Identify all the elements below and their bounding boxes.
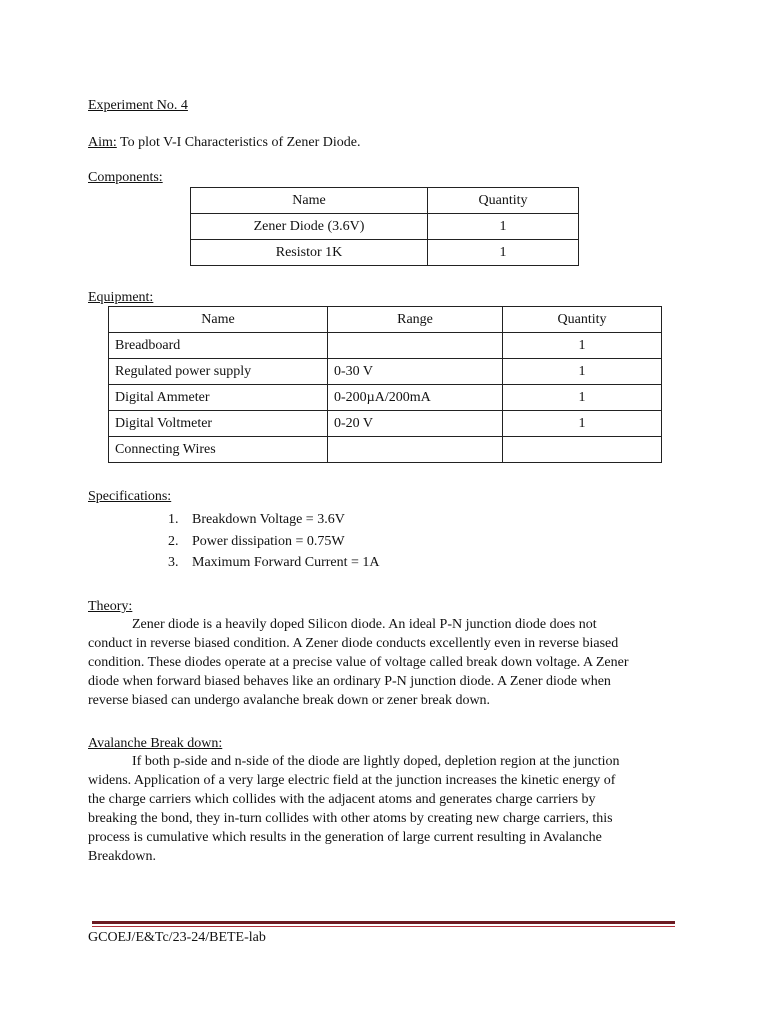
aim-line [88, 133, 361, 152]
column-header: Quantity [428, 188, 579, 214]
footer-rule-thin [92, 926, 675, 927]
spec-item [168, 553, 380, 572]
components-table [190, 187, 579, 266]
paragraph-line: Breakdown. [88, 849, 157, 864]
table-cell: Digital Voltmeter [109, 411, 328, 437]
spec-number: 3. [168, 555, 179, 570]
table-row [191, 214, 579, 240]
table-cell: 1 [428, 240, 579, 266]
table-cell: 1 [503, 411, 662, 437]
table-header-row [191, 188, 579, 214]
paragraph-line: conduct in reverse biased condition. A Zener diode conducts excellently even in reverse biased [88, 636, 619, 651]
table-row [191, 240, 579, 266]
table-cell: Resistor 1K [191, 240, 428, 266]
paragraph-line: the charge carriers which collides with the adjacent atoms and generates charge carriers by [88, 792, 596, 807]
column-header: Range [328, 307, 503, 333]
aim-text: To plot V-I Characteristics of Zener Diode. [120, 135, 361, 150]
paragraph-line: widens. Application of a very large electric field at the junction increases the kinetic energy of [88, 773, 616, 788]
table-row [109, 359, 662, 385]
table-cell: 0-30 V [328, 359, 503, 385]
table-cell: 1 [428, 214, 579, 240]
table-cell [328, 437, 503, 463]
paragraph-line: If both p-side and n-side of the diode are lightly doped, depletion region at the junction [132, 754, 620, 769]
theory-heading: Theory: [88, 599, 133, 614]
spec-text: Maximum Forward Current = 1A [192, 555, 380, 570]
table-cell: Digital Ammeter [109, 385, 328, 411]
footer-rule-thick [92, 921, 675, 924]
spec-text: Breakdown Voltage = 3.6V [192, 512, 345, 527]
paragraph-line: Zener diode is a heavily doped Silicon diode. An ideal P-N junction diode does not [132, 617, 597, 632]
equipment-heading: Equipment: [88, 290, 154, 305]
spec-item [168, 510, 345, 529]
table-row [109, 385, 662, 411]
paragraph-line: process is cumulative which results in the generation of large current resulting in Avalanche [88, 830, 602, 845]
spec-text: Power dissipation = 0.75W [192, 534, 345, 549]
table-cell: 0-200µA/200mA [328, 385, 503, 411]
equipment-table [108, 306, 662, 463]
spec-item [168, 532, 345, 551]
table-cell [503, 437, 662, 463]
table-cell: Zener Diode (3.6V) [191, 214, 428, 240]
avalanche-paragraph [88, 752, 674, 866]
paragraph-line: diode when forward biased behaves like an ordinary P-N junction diode. A Zener diode when [88, 674, 611, 689]
specifications-heading: Specifications: [88, 489, 172, 504]
table-cell: 1 [503, 359, 662, 385]
table-cell: 1 [503, 333, 662, 359]
table-row [109, 333, 662, 359]
paragraph-line: reverse biased can undergo avalanche break down or zener break down. [88, 693, 491, 708]
table-cell: Connecting Wires [109, 437, 328, 463]
aim-label: Aim: [88, 135, 117, 150]
table-cell: 1 [503, 385, 662, 411]
table-cell: Breadboard [109, 333, 328, 359]
spec-number: 1. [168, 512, 179, 527]
column-header: Name [109, 307, 328, 333]
avalanche-heading: Avalanche Break down: [88, 736, 223, 751]
table-cell: Regulated power supply [109, 359, 328, 385]
experiment-title: Experiment No. 4 [88, 98, 188, 113]
paragraph-line: breaking the bond, they in-turn collides with other atoms by creating new charge carriers, this [88, 811, 613, 826]
table-row [109, 437, 662, 463]
table-cell [328, 333, 503, 359]
table-cell: 0-20 V [328, 411, 503, 437]
table-row [109, 411, 662, 437]
table-header-row [109, 307, 662, 333]
components-heading: Components: [88, 170, 163, 185]
column-header: Quantity [503, 307, 662, 333]
footer-text: GCOEJ/E&Tc/23-24/BETE-lab [88, 930, 266, 945]
theory-paragraph [88, 615, 674, 710]
paragraph-line: condition. These diodes operate at a precise value of voltage called break down voltage. A Zener [88, 655, 629, 670]
column-header: Name [191, 188, 428, 214]
spec-number: 2. [168, 534, 179, 549]
